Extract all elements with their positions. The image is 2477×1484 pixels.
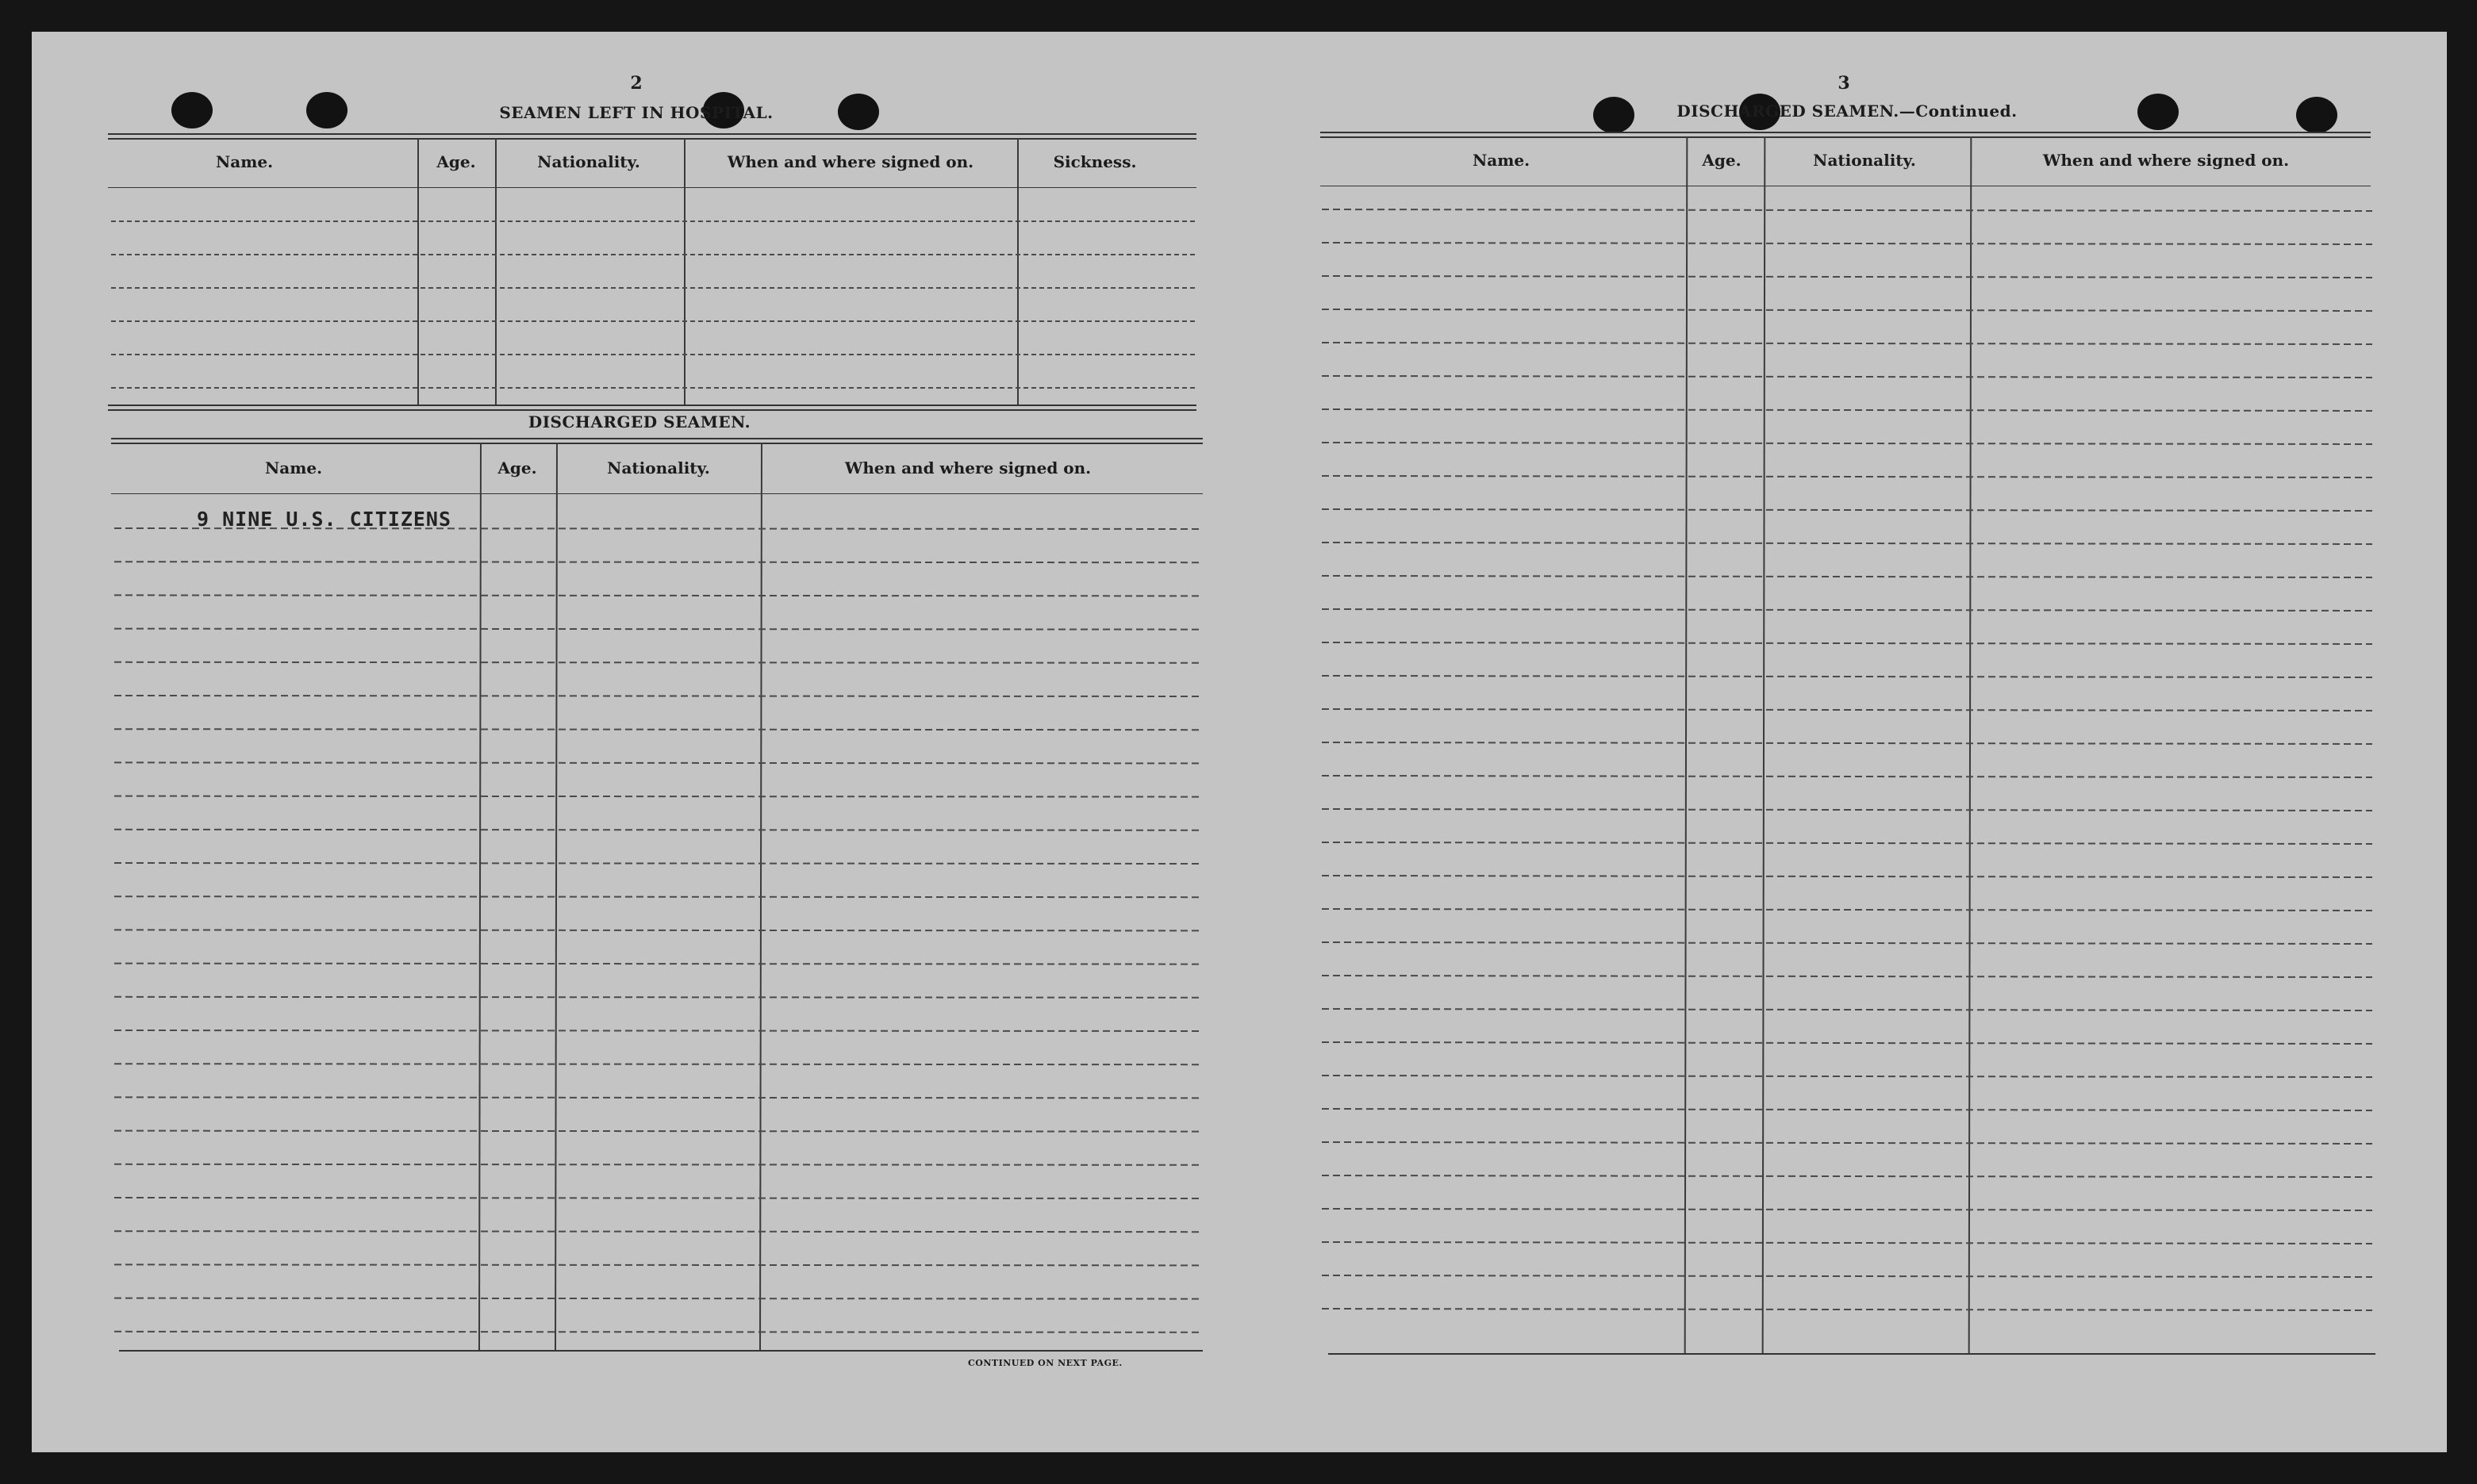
hospital-section-title: SEAMEN LEFT IN HOSPITAL.	[499, 103, 774, 122]
row-rule	[1322, 276, 2372, 278]
row-rule	[1322, 609, 2372, 611]
right-row-lines	[32, 32, 2447, 1452]
row-rule	[1322, 809, 2372, 811]
row-rule	[1322, 309, 2372, 311]
hospital-col-sickness: Sickness.	[1053, 152, 1137, 171]
hospital-col-nationality: Nationality.	[537, 152, 640, 171]
row-rule	[1322, 1275, 2372, 1277]
row-rule	[1322, 1175, 2372, 1177]
row-rule	[1322, 776, 2372, 777]
row-rule	[1322, 942, 2372, 944]
row-rule	[1322, 742, 2372, 744]
row-rule	[1322, 642, 2372, 644]
row-rule	[1322, 842, 2372, 844]
row-rule	[1322, 343, 2372, 344]
row-rule	[1322, 976, 2372, 977]
right-col-age: Age.	[1702, 151, 1742, 170]
hospital-col-signed-on: When and where signed on.	[727, 152, 974, 171]
row-rule	[1322, 709, 2372, 711]
right-col-nationality: Nationality.	[1813, 151, 1916, 170]
row-rule	[1322, 876, 2372, 877]
row-rule	[1322, 1209, 2372, 1210]
row-rule	[1322, 243, 2372, 244]
discharged-section-title: DISCHARGED SEAMEN.	[528, 412, 751, 431]
row-rule	[1322, 1309, 2372, 1310]
right-page-number: 3	[1838, 73, 1850, 94]
discharged-col-nationality: Nationality.	[607, 458, 710, 477]
row-rule	[1322, 1242, 2372, 1244]
right-col-signed-on: When and where signed on.	[2042, 151, 2290, 170]
discharged-col-name: Name.	[264, 458, 323, 477]
hospital-col-age: Age.	[436, 152, 476, 171]
discharged-col-signed-on: When and where signed on.	[844, 458, 1092, 477]
right-col-name: Name.	[1472, 151, 1530, 170]
row-rule	[1322, 909, 2372, 911]
manifest-sheet	[32, 32, 2447, 1452]
row-rule	[1322, 443, 2372, 444]
row-rule	[1322, 509, 2372, 511]
hospital-col-name: Name.	[215, 152, 274, 171]
row-rule	[1322, 676, 2372, 677]
continued-footer: CONTINUED ON NEXT PAGE.	[968, 1358, 1123, 1368]
row-rule	[1322, 376, 2372, 378]
discharged-col-age: Age.	[497, 458, 537, 477]
row-rule	[1322, 1142, 2372, 1144]
right-section-title: DISCHARGED SEAMEN.—Continued.	[1676, 102, 2018, 121]
discharged-entry: 9 NINE U.S. CITIZENS	[197, 508, 452, 531]
row-rule	[1322, 543, 2372, 544]
row-rule	[1322, 209, 2372, 211]
row-rule	[1322, 1009, 2372, 1010]
row-rule	[1322, 1042, 2372, 1044]
row-rule	[1322, 1109, 2372, 1110]
row-rule	[1322, 476, 2372, 477]
row-rule	[1322, 409, 2372, 411]
row-rule	[1322, 576, 2372, 577]
left-page-number: 2	[630, 73, 643, 94]
row-rule	[1322, 1076, 2372, 1077]
